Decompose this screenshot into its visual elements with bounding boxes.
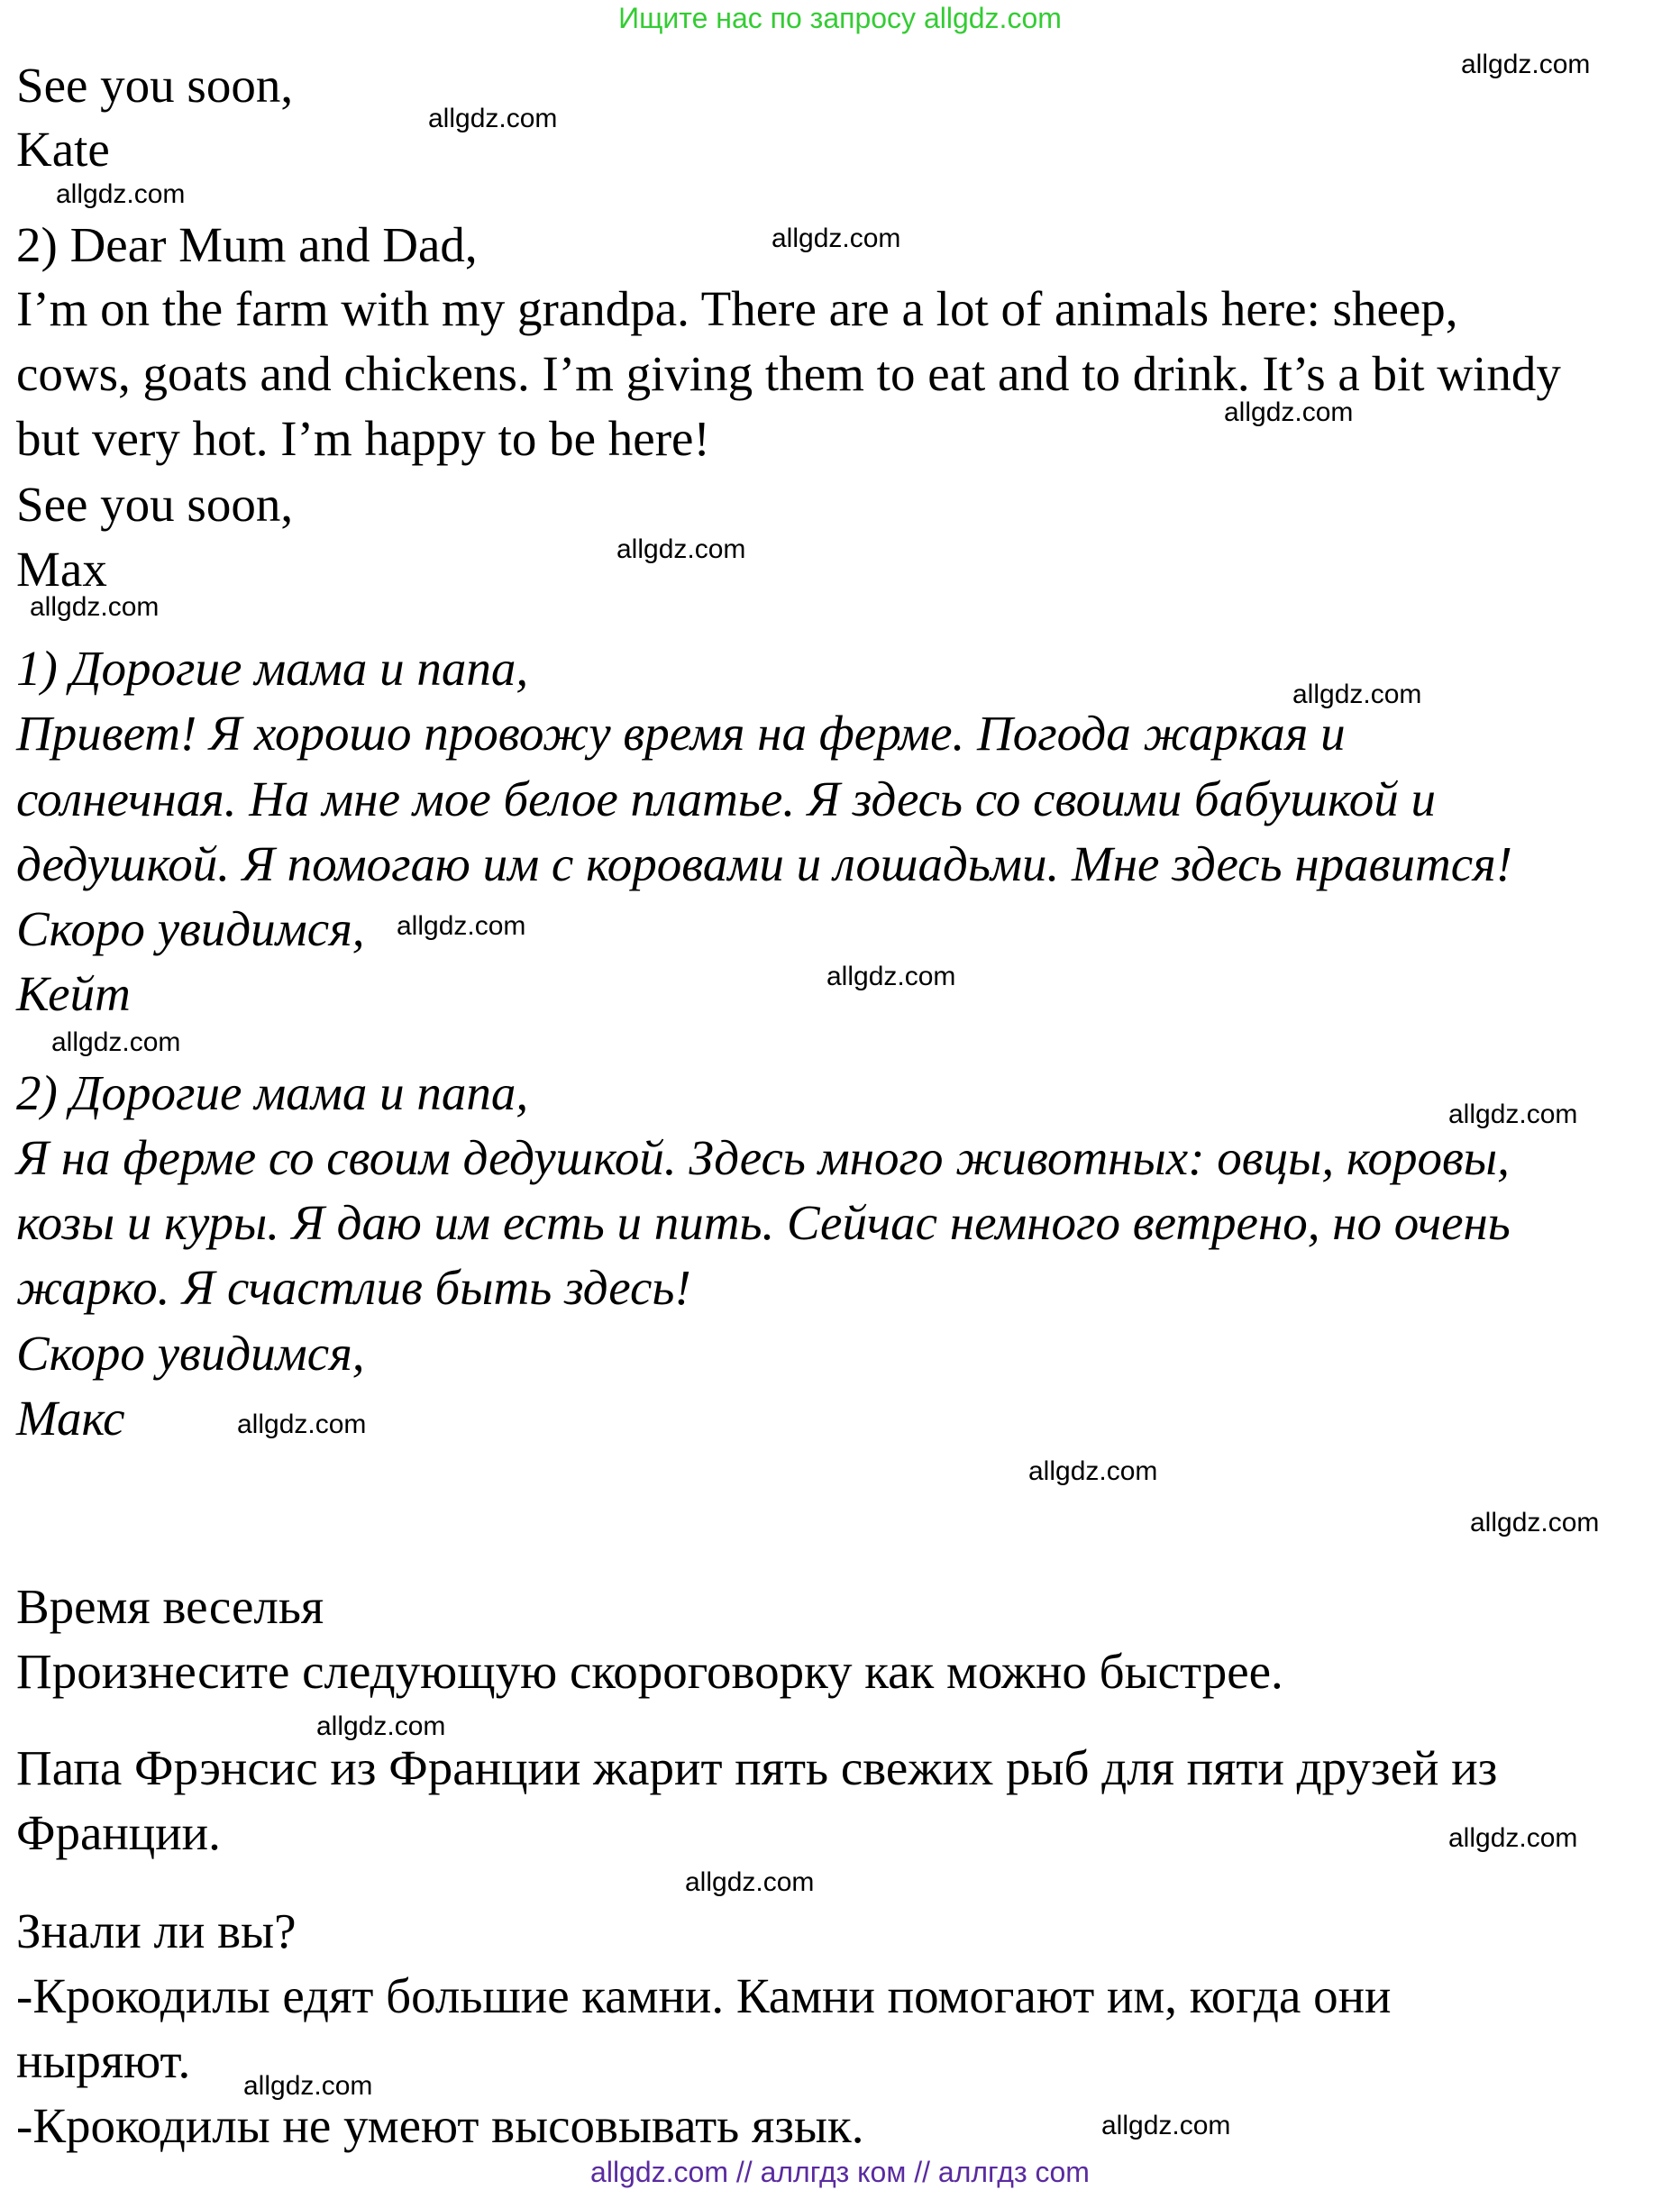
watermark: allgdz.com: [1470, 1508, 1600, 1538]
fact-line: ныряют.: [16, 2033, 191, 2088]
letter2-body-line: cows, goats and chickens. I’m giving them to eat and to drink. It’s a bit windy: [16, 346, 1561, 401]
fun-time-instruction: Произнесите следующую скороговорку как можно быстрее.: [16, 1644, 1283, 1699]
letter2-greeting: 2) Dear Mum and Dad,: [16, 217, 478, 272]
watermark: allgdz.com: [237, 1410, 367, 1439]
fact-line: -Крокодилы не умеют высовывать язык.: [16, 2098, 864, 2153]
watermark: allgdz.com: [772, 224, 901, 253]
watermark: allgdz.com: [56, 179, 186, 209]
ru-letter1-greeting: 1) Дорогие мама и папа,: [16, 641, 529, 696]
letter1-closing: See you soon,: [16, 58, 294, 113]
ru-letter1-body-line: Привет! Я хорошо провожу время на ферме. Погода жаркая и: [16, 706, 1346, 761]
ru-letter1-signature: Кейт: [16, 966, 131, 1021]
ru-letter2-signature: Макс: [16, 1391, 125, 1446]
watermark: allgdz.com: [685, 1867, 815, 1897]
ru-letter2-body-line: Я на ферме со своим дедушкой. Здесь много животных: овцы, коровы,: [16, 1130, 1510, 1185]
letter2-body-line: but very hot. I’m happy to be here!: [16, 411, 710, 466]
watermark: allgdz.com: [397, 911, 526, 941]
ru-letter1-body-line: дедушкой. Я помогаю им с коровами и лошадьми. Мне здесь нравится!: [16, 836, 1512, 891]
did-you-know-title: Знали ли вы?: [16, 1903, 297, 1958]
watermark: allgdz.com: [1292, 680, 1422, 709]
letter2-signature: Max: [16, 542, 107, 597]
watermark: allgdz.com: [826, 962, 956, 991]
ru-letter2-greeting: 2) Дорогие мама и папа,: [16, 1065, 529, 1120]
top-banner: Ищите нас по запросу allgdz.com: [618, 2, 1062, 34]
ru-letter2-body-line: жарко. Я счастлив быть здесь!: [16, 1260, 691, 1315]
letter2-closing: See you soon,: [16, 477, 294, 532]
watermark: allgdz.com: [1224, 397, 1354, 427]
watermark: allgdz.com: [1448, 1823, 1578, 1853]
watermark: allgdz.com: [1028, 1456, 1158, 1486]
watermark: allgdz.com: [1101, 2111, 1231, 2140]
watermark: allgdz.com: [616, 534, 746, 564]
ru-letter2-body-line: козы и куры. Я даю им есть и пить. Сейчас немного ветрено, но очень: [16, 1195, 1511, 1250]
watermark: allgdz.com: [243, 2071, 373, 2101]
fact-line: -Крокодилы едят большие камни. Камни помогают им, когда они: [16, 1968, 1392, 2023]
watermark: allgdz.com: [1461, 50, 1591, 79]
watermark: allgdz.com: [316, 1711, 446, 1741]
fun-time-title: Время веселья: [16, 1579, 324, 1634]
watermark: allgdz.com: [51, 1027, 181, 1057]
watermark: allgdz.com: [1448, 1100, 1578, 1129]
tongue-twister-line: Франции.: [16, 1805, 221, 1860]
letter1-signature: Kate: [16, 122, 110, 177]
watermark: allgdz.com: [30, 592, 160, 622]
ru-letter2-closing: Скоро увидимся,: [16, 1326, 365, 1381]
ru-letter1-body-line: солнечная. На мне мое белое платье. Я здесь со своими бабушкой и: [16, 771, 1436, 826]
letter2-body-line: I’m on the farm with my grandpa. There are a lot of animals here: sheep,: [16, 281, 1458, 336]
watermark: allgdz.com: [428, 104, 558, 133]
tongue-twister-line: Папа Фрэнсис из Франции жарит пять свежих рыб для пяти друзей из: [16, 1740, 1498, 1795]
bottom-banner: allgdz.com // аллгдз ком // аллгдз com: [590, 2156, 1090, 2188]
ru-letter1-closing: Скоро увидимся,: [16, 901, 365, 956]
